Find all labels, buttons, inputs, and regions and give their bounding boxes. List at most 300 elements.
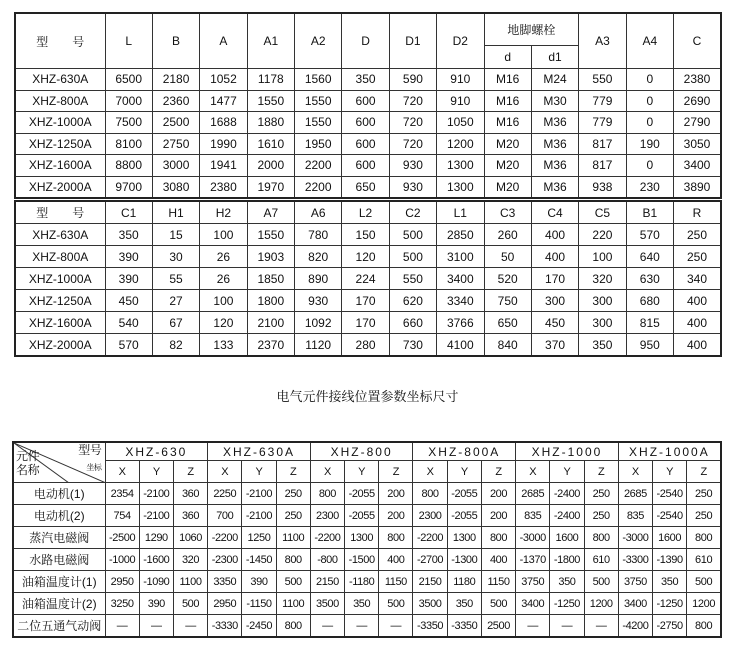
table-cell: 720: [389, 90, 436, 112]
table-cell: 600: [342, 112, 389, 134]
table-cell: 3100: [437, 246, 484, 268]
table-cell: 930: [389, 155, 436, 177]
table-cell: 1950: [295, 133, 342, 155]
model-cell: XHZ-2000A: [15, 334, 105, 357]
table-cell: 680: [626, 290, 673, 312]
table-cell: -3000: [516, 527, 550, 549]
axis-header: Z: [379, 461, 413, 483]
table-row: [13, 549, 721, 571]
component-name: 油箱温度计(2): [13, 593, 105, 615]
column-header: A3: [579, 13, 626, 69]
axis-header: Z: [687, 461, 721, 483]
table-cell: 220: [579, 224, 626, 246]
table-cell: 2180: [152, 69, 199, 91]
table-cell: 100: [579, 246, 626, 268]
table-cell: 224: [342, 268, 389, 290]
table-row: [13, 483, 721, 505]
column-header: D: [342, 13, 389, 69]
table-cell: -3300: [618, 549, 652, 571]
table-cell: —: [550, 615, 584, 638]
table-cell: 910: [437, 69, 484, 91]
table-cell: 50: [484, 246, 531, 268]
diagonal-corner-header: [13, 442, 105, 483]
table-cell: 55: [152, 268, 199, 290]
table-cell: 350: [550, 571, 584, 593]
table-cell: 350: [105, 224, 152, 246]
table-cell: 780: [295, 224, 342, 246]
table-cell: 1550: [295, 112, 342, 134]
table-cell: 815: [626, 312, 673, 334]
axis-header: X: [618, 461, 652, 483]
table-cell: 133: [200, 334, 247, 357]
table-cell: 450: [105, 290, 152, 312]
table-cell: 3750: [618, 571, 652, 593]
table-cell: -1450: [242, 549, 276, 571]
table-row: [15, 133, 721, 155]
table-cell: -800: [310, 549, 344, 571]
table-cell: 840: [484, 334, 531, 357]
model-header: XHZ-800: [310, 442, 413, 461]
model-cell: XHZ-2000A: [15, 176, 105, 198]
model-header: XHZ-1000A: [618, 442, 721, 461]
corner-name-label: 名称: [16, 463, 40, 477]
column-header: C5: [579, 201, 626, 224]
table-cell: 1050: [437, 112, 484, 134]
header-row: [15, 201, 721, 224]
table-cell: 260: [484, 224, 531, 246]
table-cell: 650: [342, 176, 389, 198]
table-cell: 2950: [105, 571, 139, 593]
table-cell: 2380: [674, 69, 722, 91]
table-cell: 3000: [152, 155, 199, 177]
table-cell: 100: [200, 224, 247, 246]
table-cell: 800: [687, 615, 721, 638]
table-cell: 3250: [105, 593, 139, 615]
table-cell: 400: [674, 312, 722, 334]
table-cell: -2055: [345, 483, 379, 505]
table-cell: -1370: [516, 549, 550, 571]
table-cell: 600: [342, 90, 389, 112]
table-cell: 1150: [481, 571, 515, 593]
table-cell: 2000: [247, 155, 294, 177]
column-header: C1: [105, 201, 152, 224]
table-cell: -2100: [242, 505, 276, 527]
table-cell: 3400: [516, 593, 550, 615]
column-header: C3: [484, 201, 531, 224]
model-cell: XHZ-1250A: [15, 133, 105, 155]
table-cell: 1290: [139, 527, 173, 549]
table-cell: 0: [626, 69, 673, 91]
table-cell: 170: [342, 312, 389, 334]
table-cell: -2540: [653, 505, 687, 527]
table-cell: 630: [626, 268, 673, 290]
table-cell: -3350: [447, 615, 481, 638]
column-header: L2: [342, 201, 389, 224]
table-cell: 1300: [437, 155, 484, 177]
table-cell: 1300: [437, 176, 484, 198]
table-cell: 500: [276, 571, 310, 593]
axis-header: X: [413, 461, 447, 483]
table-cell: 8100: [105, 133, 152, 155]
table-cell: —: [584, 615, 618, 638]
table-cell: 930: [389, 176, 436, 198]
table-cell: 100: [200, 290, 247, 312]
table-cell: 400: [481, 549, 515, 571]
column-header: D1: [389, 13, 436, 69]
axis-header: Z: [584, 461, 618, 483]
table-cell: 590: [389, 69, 436, 91]
axis-header: Z: [481, 461, 515, 483]
table-cell: 82: [152, 334, 199, 357]
axis-header: Y: [139, 461, 173, 483]
table-cell: 3350: [208, 571, 242, 593]
table-row: [15, 90, 721, 112]
table-cell: M16: [484, 69, 531, 91]
electrical-coordinates-table: [12, 441, 722, 638]
table-cell: 2500: [481, 615, 515, 638]
table-cell: 2790: [674, 112, 722, 134]
table-cell: 3050: [674, 133, 722, 155]
table-cell: 26: [200, 268, 247, 290]
table-cell: 500: [379, 593, 413, 615]
axis-header: X: [310, 461, 344, 483]
table-cell: 1100: [173, 571, 207, 593]
table-cell: 7500: [105, 112, 152, 134]
table-cell: 3400: [437, 268, 484, 290]
table-cell: 500: [481, 593, 515, 615]
column-header: A: [200, 13, 247, 69]
table-cell: -1800: [550, 549, 584, 571]
table-cell: 1200: [687, 593, 721, 615]
table-cell: M16: [484, 112, 531, 134]
table-cell: -2450: [242, 615, 276, 638]
table-cell: -1150: [242, 593, 276, 615]
column-header: A1: [247, 13, 294, 69]
table-cell: 730: [389, 334, 436, 357]
table-cell: 910: [437, 90, 484, 112]
model-header: XHZ-630A: [208, 442, 311, 461]
table-cell: 3890: [674, 176, 722, 198]
table-cell: 1941: [200, 155, 247, 177]
table-cell: 1200: [584, 593, 618, 615]
table-cell: 610: [687, 549, 721, 571]
table-cell: 2690: [674, 90, 722, 112]
table-cell: 2850: [437, 224, 484, 246]
table-cell: 0: [626, 90, 673, 112]
component-name: 二位五通气动阀: [13, 615, 105, 638]
table-cell: 3500: [413, 593, 447, 615]
table-cell: 779: [579, 112, 626, 134]
table-cell: -2300: [208, 549, 242, 571]
table-cell: 1100: [276, 593, 310, 615]
component-name: 水路电磁阀: [13, 549, 105, 571]
table-cell: 750: [484, 290, 531, 312]
table-cell: 2100: [247, 312, 294, 334]
table-cell: 1180: [447, 571, 481, 593]
model-cell: XHZ-1600A: [15, 312, 105, 334]
table-cell: 950: [626, 334, 673, 357]
table-cell: M36: [531, 155, 578, 177]
table-cell: -2400: [550, 505, 584, 527]
column-header: H1: [152, 201, 199, 224]
table-cell: 67: [152, 312, 199, 334]
table-row: [15, 176, 721, 198]
table-row: [15, 312, 721, 334]
table-cell: -2540: [653, 483, 687, 505]
table-cell: —: [173, 615, 207, 638]
table-cell: 800: [276, 549, 310, 571]
table-cell: 720: [389, 133, 436, 155]
table-cell: 200: [481, 483, 515, 505]
table-row: [15, 246, 721, 268]
table-cell: -2055: [447, 483, 481, 505]
table-cell: -2055: [345, 505, 379, 527]
table-cell: 1560: [295, 69, 342, 91]
table-cell: —: [379, 615, 413, 638]
table-cell: 650: [484, 312, 531, 334]
column-header: D2: [437, 13, 484, 69]
table-cell: 1550: [247, 224, 294, 246]
table-row: [13, 527, 721, 549]
axis-header: Y: [550, 461, 584, 483]
table-cell: 3340: [437, 290, 484, 312]
component-name: 蒸汽电磁阀: [13, 527, 105, 549]
table-cell: 120: [342, 246, 389, 268]
table-cell: 938: [579, 176, 626, 198]
table-cell: -3330: [208, 615, 242, 638]
table-cell: 800: [310, 483, 344, 505]
column-header: A4: [626, 13, 673, 69]
header-row: [15, 13, 721, 46]
column-header: H2: [200, 201, 247, 224]
table-cell: —: [345, 615, 379, 638]
table-row: [15, 112, 721, 134]
table-cell: 610: [584, 549, 618, 571]
column-header: B: [152, 13, 199, 69]
axis-header: Y: [653, 461, 687, 483]
table-cell: 170: [531, 268, 578, 290]
table-cell: 1688: [200, 112, 247, 134]
table-row: [15, 69, 721, 91]
table-cell: 640: [626, 246, 673, 268]
table-cell: 800: [687, 527, 721, 549]
table-cell: M36: [531, 176, 578, 198]
axis-header: X: [208, 461, 242, 483]
axis-header: X: [516, 461, 550, 483]
dimensions-table-2: [14, 200, 722, 357]
column-header: C: [674, 13, 722, 69]
table-cell: 2250: [208, 483, 242, 505]
column-header: L: [105, 13, 152, 69]
model-header: XHZ-630: [105, 442, 208, 461]
table-cell: 250: [584, 483, 618, 505]
table-cell: 15: [152, 224, 199, 246]
table-cell: -1180: [345, 571, 379, 593]
table-cell: 350: [345, 593, 379, 615]
table-cell: 300: [579, 290, 626, 312]
model-cell: XHZ-1000A: [15, 268, 105, 290]
table-cell: -1390: [653, 549, 687, 571]
table-cell: 550: [579, 69, 626, 91]
table-cell: M20: [484, 155, 531, 177]
table-cell: —: [516, 615, 550, 638]
table-cell: 390: [105, 246, 152, 268]
corner-coord-label: 坐标: [86, 463, 102, 472]
table-cell: 820: [295, 246, 342, 268]
table-cell: 500: [584, 571, 618, 593]
dimensions-table-1: [14, 12, 722, 199]
table-cell: M30: [531, 90, 578, 112]
table-cell: -2055: [447, 505, 481, 527]
table-cell: 835: [618, 505, 652, 527]
table-row: [15, 224, 721, 246]
table-cell: 817: [579, 155, 626, 177]
table-cell: 390: [242, 571, 276, 593]
model-header: 型 号: [15, 13, 105, 69]
axis-header: Z: [173, 461, 207, 483]
table-cell: 2300: [413, 505, 447, 527]
table-cell: 250: [687, 505, 721, 527]
table-cell: 30: [152, 246, 199, 268]
table-cell: 570: [626, 224, 673, 246]
table-cell: 280: [342, 334, 389, 357]
column-header: d: [484, 46, 531, 69]
table-cell: 570: [105, 334, 152, 357]
table-cell: 2300: [310, 505, 344, 527]
table-cell: 4100: [437, 334, 484, 357]
header-row: [13, 442, 721, 461]
column-header: A6: [295, 201, 342, 224]
table-cell: -2200: [310, 527, 344, 549]
axis-header: Y: [447, 461, 481, 483]
model-header: 型 号: [15, 201, 105, 224]
table-cell: -2200: [413, 527, 447, 549]
table-cell: M24: [531, 69, 578, 91]
table-cell: 2354: [105, 483, 139, 505]
table-cell: -1500: [345, 549, 379, 571]
table-cell: —: [139, 615, 173, 638]
table-cell: 400: [674, 290, 722, 312]
table-cell: -2200: [208, 527, 242, 549]
table-cell: 800: [584, 527, 618, 549]
table-cell: 520: [484, 268, 531, 290]
table-cell: 250: [276, 505, 310, 527]
table-cell: -2500: [105, 527, 139, 549]
table-cell: 600: [342, 133, 389, 155]
table-row: [15, 334, 721, 357]
column-header: L1: [437, 201, 484, 224]
table-cell: 1600: [550, 527, 584, 549]
table-cell: 27: [152, 290, 199, 312]
column-header: C2: [389, 201, 436, 224]
table-cell: 200: [379, 483, 413, 505]
corner-model-label: 型号: [78, 443, 102, 457]
table-cell: 2370: [247, 334, 294, 357]
table-cell: 500: [173, 593, 207, 615]
table-cell: 2150: [310, 571, 344, 593]
table-cell: 1120: [295, 334, 342, 357]
model-cell: XHZ-630A: [15, 69, 105, 91]
table-cell: 3750: [516, 571, 550, 593]
table-cell: 1092: [295, 312, 342, 334]
table-cell: 400: [674, 334, 722, 357]
model-cell: XHZ-800A: [15, 246, 105, 268]
table-cell: 3500: [310, 593, 344, 615]
table-cell: -1250: [550, 593, 584, 615]
table-cell: 400: [379, 549, 413, 571]
table-cell: 250: [584, 505, 618, 527]
table-cell: 120: [200, 312, 247, 334]
table-cell: —: [105, 615, 139, 638]
table-cell: 2685: [516, 483, 550, 505]
table-cell: 500: [687, 571, 721, 593]
table-cell: M20: [484, 176, 531, 198]
table-cell: 2950: [208, 593, 242, 615]
table-cell: —: [310, 615, 344, 638]
table-cell: 600: [342, 155, 389, 177]
table-cell: 2200: [295, 176, 342, 198]
table-cell: -2100: [242, 483, 276, 505]
table-cell: 0: [626, 112, 673, 134]
column-header: R: [674, 201, 722, 224]
table-cell: 500: [389, 246, 436, 268]
component-name: 油箱温度计(1): [13, 571, 105, 593]
table-cell: M20: [484, 133, 531, 155]
table-cell: 500: [389, 224, 436, 246]
table-cell: 1550: [295, 90, 342, 112]
table-cell: M36: [531, 133, 578, 155]
component-name: 电动机(2): [13, 505, 105, 527]
table-cell: 1300: [447, 527, 481, 549]
axis-header: Y: [242, 461, 276, 483]
table-row: [13, 571, 721, 593]
table-cell: 2150: [413, 571, 447, 593]
table-cell: 390: [139, 593, 173, 615]
table-cell: 800: [481, 527, 515, 549]
table-cell: 779: [579, 90, 626, 112]
model-cell: XHZ-1250A: [15, 290, 105, 312]
table-cell: 350: [447, 593, 481, 615]
table-row: [13, 593, 721, 615]
table-cell: 350: [579, 334, 626, 357]
table-cell: 1550: [247, 90, 294, 112]
table-cell: 1477: [200, 90, 247, 112]
table-cell: 930: [295, 290, 342, 312]
table-cell: 320: [173, 549, 207, 571]
model-cell: XHZ-1600A: [15, 155, 105, 177]
model-cell: XHZ-630A: [15, 224, 105, 246]
table-cell: 890: [295, 268, 342, 290]
table-cell: 2685: [618, 483, 652, 505]
column-header: A2: [295, 13, 342, 69]
table-cell: M36: [531, 112, 578, 134]
table-cell: -2700: [413, 549, 447, 571]
table-cell: 8800: [105, 155, 152, 177]
table-cell: 7000: [105, 90, 152, 112]
table-cell: 2200: [295, 155, 342, 177]
table-cell: 300: [531, 290, 578, 312]
corner-component-label: 元件: [16, 449, 40, 463]
axis-header: Z: [276, 461, 310, 483]
table-cell: 1600: [653, 527, 687, 549]
table-cell: 540: [105, 312, 152, 334]
table-cell: 1250: [242, 527, 276, 549]
table-row: [15, 290, 721, 312]
table-cell: -1600: [139, 549, 173, 571]
table-cell: -2100: [139, 483, 173, 505]
column-header: C4: [531, 201, 578, 224]
table-cell: 1060: [173, 527, 207, 549]
